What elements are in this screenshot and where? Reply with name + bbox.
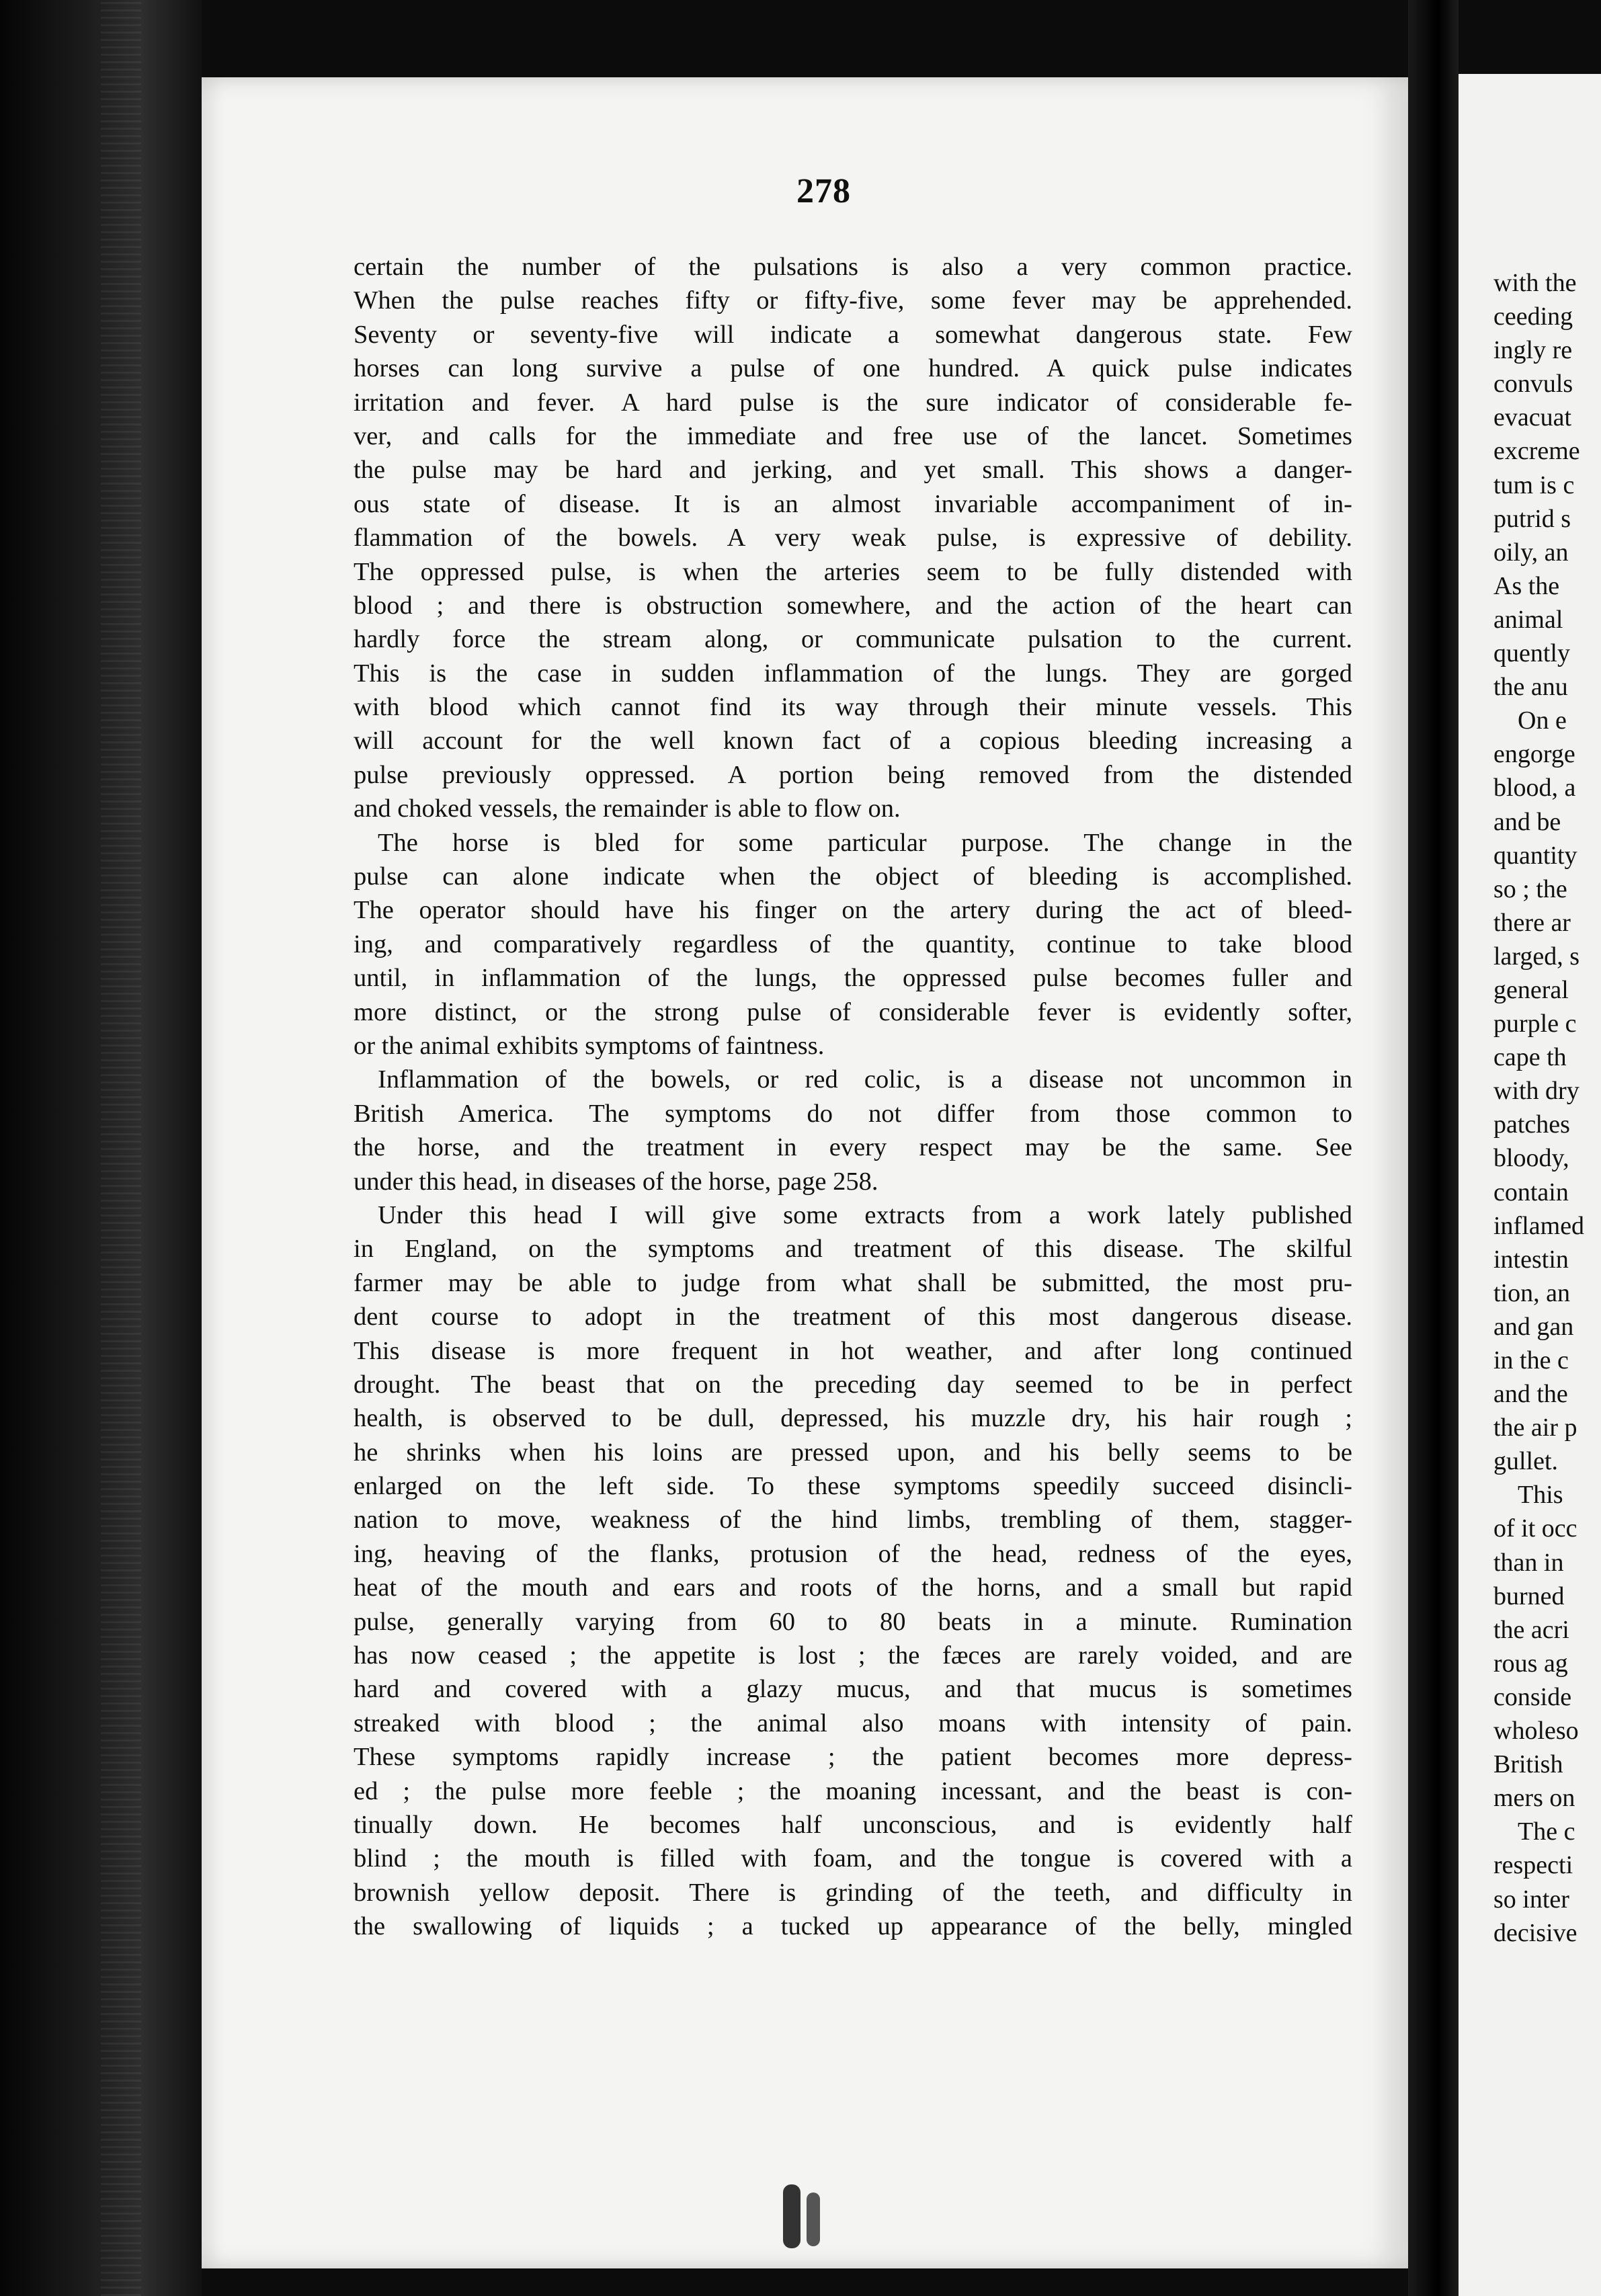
facing-text-line: On e	[1518, 706, 1567, 735]
facing-text-line: putrid s	[1493, 504, 1571, 533]
text-line: Under this head I will give some extracts from a work lately published	[378, 1200, 1352, 1229]
text-line: pulse, generally varying from 60 to 80 beats in a minute. Rumination	[354, 1607, 1352, 1636]
facing-text-line: and be	[1493, 807, 1561, 836]
facing-text-line: contain	[1493, 1178, 1569, 1206]
text-line: health, is observed to be dull, depressed, his muzzle dry, his hair rough ;	[354, 1404, 1352, 1433]
text-line: The operator should have his finger on the artery during the act of bleed-	[354, 896, 1352, 925]
facing-text-line: convuls	[1493, 370, 1573, 399]
scan-artifact	[783, 2184, 800, 2248]
text-line: flammation of the bowels. A very weak pulse, is expressive of debility.	[354, 524, 1352, 552]
facing-text-line: excreme	[1493, 437, 1580, 466]
text-line: British America. The symptoms do not differ from those common to	[354, 1099, 1352, 1128]
text-line: ous state of disease. It is an almost invariable accompaniment of in-	[354, 489, 1352, 518]
text-line: the swallowing of liquids ; a tucked up appearance of the belly, mingled	[354, 1912, 1352, 1941]
facing-text-line: so ; the	[1493, 874, 1567, 903]
facing-text-line: ingly re	[1493, 336, 1573, 365]
facing-text-line: bloody,	[1493, 1144, 1569, 1173]
book-gutter	[1408, 0, 1459, 2296]
facing-text-line: general	[1493, 975, 1569, 1004]
text-line: enlarged on the left side. To these symptoms speedily succeed disincli-	[354, 1472, 1352, 1501]
facing-text-line: gullet.	[1493, 1447, 1559, 1476]
facing-text-line: with dry	[1493, 1077, 1579, 1106]
facing-text-line: respecti	[1493, 1851, 1573, 1880]
facing-text-line: and the	[1493, 1380, 1568, 1409]
facing-text-line: the acri	[1493, 1615, 1569, 1644]
text-line: in England, on the symptoms and treatment of this disease. The skilful	[354, 1235, 1352, 1264]
main-text-column	[354, 250, 1352, 1944]
facing-text-line: the air p	[1493, 1413, 1577, 1442]
facing-text-line: oily, an	[1493, 538, 1569, 567]
facing-text-line: As the	[1493, 571, 1560, 600]
text-line: and choked vessels, the remainder is able to flow on.	[354, 794, 901, 823]
text-line: with blood which cannot find its way through their minute vessels. This	[354, 693, 1352, 722]
text-line: Seventy or seventy-five will indicate a somewhat dangerous state. Few	[354, 320, 1352, 349]
facing-text-line: and gan	[1493, 1312, 1574, 1341]
scan-left-edge	[0, 0, 202, 2296]
text-line: blood ; and there is obstruction somewhere, and the action of the heart can	[354, 591, 1352, 620]
text-line: Inflammation of the bowels, or red colic, is a disease not uncommon in	[378, 1065, 1352, 1094]
text-line: the pulse may be hard and jerking, and yet small. This shows a danger-	[354, 456, 1352, 485]
text-line: irritation and fever. A hard pulse is the sure indicator of considerable fe-	[354, 388, 1352, 417]
facing-text-line: British	[1493, 1750, 1563, 1779]
facing-text-line: there ar	[1493, 908, 1571, 937]
text-line: the horse, and the treatment in every respect may be the same. See	[354, 1133, 1352, 1162]
facing-text-line: than in	[1493, 1548, 1564, 1577]
text-line: ver, and calls for the immediate and free use of the lancet. Sometimes	[354, 421, 1352, 450]
text-line: until, in inflammation of the lungs, the oppressed pulse becomes fuller and	[354, 964, 1352, 993]
facing-text-line: mers on	[1493, 1784, 1575, 1813]
text-line: pulse can alone indicate when the object of bleeding is accomplished.	[354, 862, 1352, 891]
text-line: has now ceased ; the appetite is lost ; the fæces are rarely voided, and are	[354, 1641, 1352, 1670]
text-line: ed ; the pulse more feeble ; the moaning incessant, and the beast is con-	[354, 1776, 1352, 1805]
facing-text-line: quently	[1493, 639, 1570, 668]
facing-text-line: intestin	[1493, 1245, 1569, 1274]
text-line: pulse previously oppressed. A portion being removed from the distended	[354, 760, 1352, 789]
text-line: horses can long survive a pulse of one hundred. A quick pulse indicates	[354, 354, 1352, 383]
facing-text-line: tum is c	[1493, 470, 1575, 499]
facing-text-line: decisive	[1493, 1918, 1577, 1947]
text-line: The horse is bled for some particular purpose. The change in the	[378, 828, 1352, 857]
text-line: heat of the mouth and ears and roots of the horns, and a small but rapid	[354, 1573, 1352, 1602]
text-line: tinually down. He becomes half unconscious, and is evidently half	[354, 1810, 1352, 1839]
facing-text-line: with the	[1493, 269, 1577, 297]
text-line: nation to move, weakness of the hind limbs, trembling of them, stagger-	[354, 1506, 1352, 1534]
facing-text-line: cape th	[1493, 1043, 1567, 1072]
text-line: will account for the well known fact of a copious bleeding increasing a	[354, 727, 1352, 755]
facing-text-line: inflamed	[1493, 1211, 1585, 1240]
text-line: farmer may be able to judge from what shall be submitted, the most pru-	[354, 1268, 1352, 1297]
facing-text-line: This	[1518, 1481, 1563, 1510]
facing-text-line: evacuat	[1493, 403, 1572, 432]
text-line: The oppressed pulse, is when the arteries seem to be fully distended with	[354, 557, 1352, 586]
text-line: These symptoms rapidly increase ; the patient becomes more depress-	[354, 1743, 1352, 1772]
facing-text-line: larged, s	[1493, 942, 1580, 971]
facing-text-line: the anu	[1493, 673, 1568, 702]
facing-text-line: animal	[1493, 605, 1563, 634]
text-line: hard and covered with a glazy mucus, and that mucus is sometimes	[354, 1675, 1352, 1704]
text-line: When the pulse reaches fifty or fifty-five, some fever may be apprehended.	[354, 286, 1352, 315]
page-number: 278	[796, 172, 851, 210]
facing-text-line: in the c	[1493, 1346, 1569, 1375]
facing-text-line: The c	[1518, 1817, 1575, 1846]
text-line: This is the case in sudden inflammation of the lungs. They are gorged	[354, 659, 1352, 688]
facing-text-line: wholeso	[1493, 1717, 1579, 1746]
facing-text-line: blood, a	[1493, 774, 1576, 803]
text-line: This disease is more frequent in hot weather, and after long continued	[354, 1336, 1352, 1365]
facing-text-line: conside	[1493, 1682, 1572, 1711]
facing-text-line: purple c	[1493, 1010, 1577, 1038]
text-line: drought. The beast that on the preceding day seemed to be in perfect	[354, 1370, 1352, 1399]
facing-text-line: rous ag	[1493, 1649, 1568, 1678]
text-line: blind ; the mouth is filled with foam, and the tongue is covered with a	[354, 1844, 1352, 1873]
text-line: brownish yellow deposit. There is grinding of the teeth, and difficulty in	[354, 1878, 1352, 1907]
facing-text-line: ceeding	[1493, 302, 1573, 331]
text-line: ing, and comparatively regardless of the quantity, continue to take blood	[354, 930, 1352, 958]
facing-text-line: patches	[1493, 1110, 1570, 1139]
facing-text-line: so inter	[1493, 1885, 1569, 1914]
text-line: hardly force the stream along, or communicate pulsation to the current.	[354, 625, 1352, 654]
text-line: more distinct, or the strong pulse of considerable fever is evidently softer,	[354, 997, 1352, 1026]
text-line: he shrinks when his loins are pressed upon, and his belly seems to be	[354, 1438, 1352, 1467]
facing-text-line: of it occ	[1493, 1514, 1577, 1543]
text-line: under this head, in diseases of the horse, page 258.	[354, 1167, 878, 1196]
facing-text-line: quantity	[1493, 841, 1577, 870]
text-line: or the animal exhibits symptoms of faintness.	[354, 1031, 825, 1060]
facing-text-line: burned	[1493, 1582, 1565, 1610]
facing-text-line: engorge	[1493, 740, 1575, 769]
text-line: streaked with blood ; the animal also moans with intensity of pain.	[354, 1709, 1352, 1737]
text-line: certain the number of the pulsations is also a very common practice.	[354, 253, 1352, 281]
text-line: dent course to adopt in the treatment of this most dangerous disease.	[354, 1303, 1352, 1331]
facing-text-line: tion, an	[1493, 1278, 1570, 1307]
scan-artifact	[807, 2192, 820, 2246]
facing-page-text-column	[1493, 266, 1601, 1950]
text-line: ing, heaving of the flanks, protusion of the head, redness of the eyes,	[354, 1539, 1352, 1568]
